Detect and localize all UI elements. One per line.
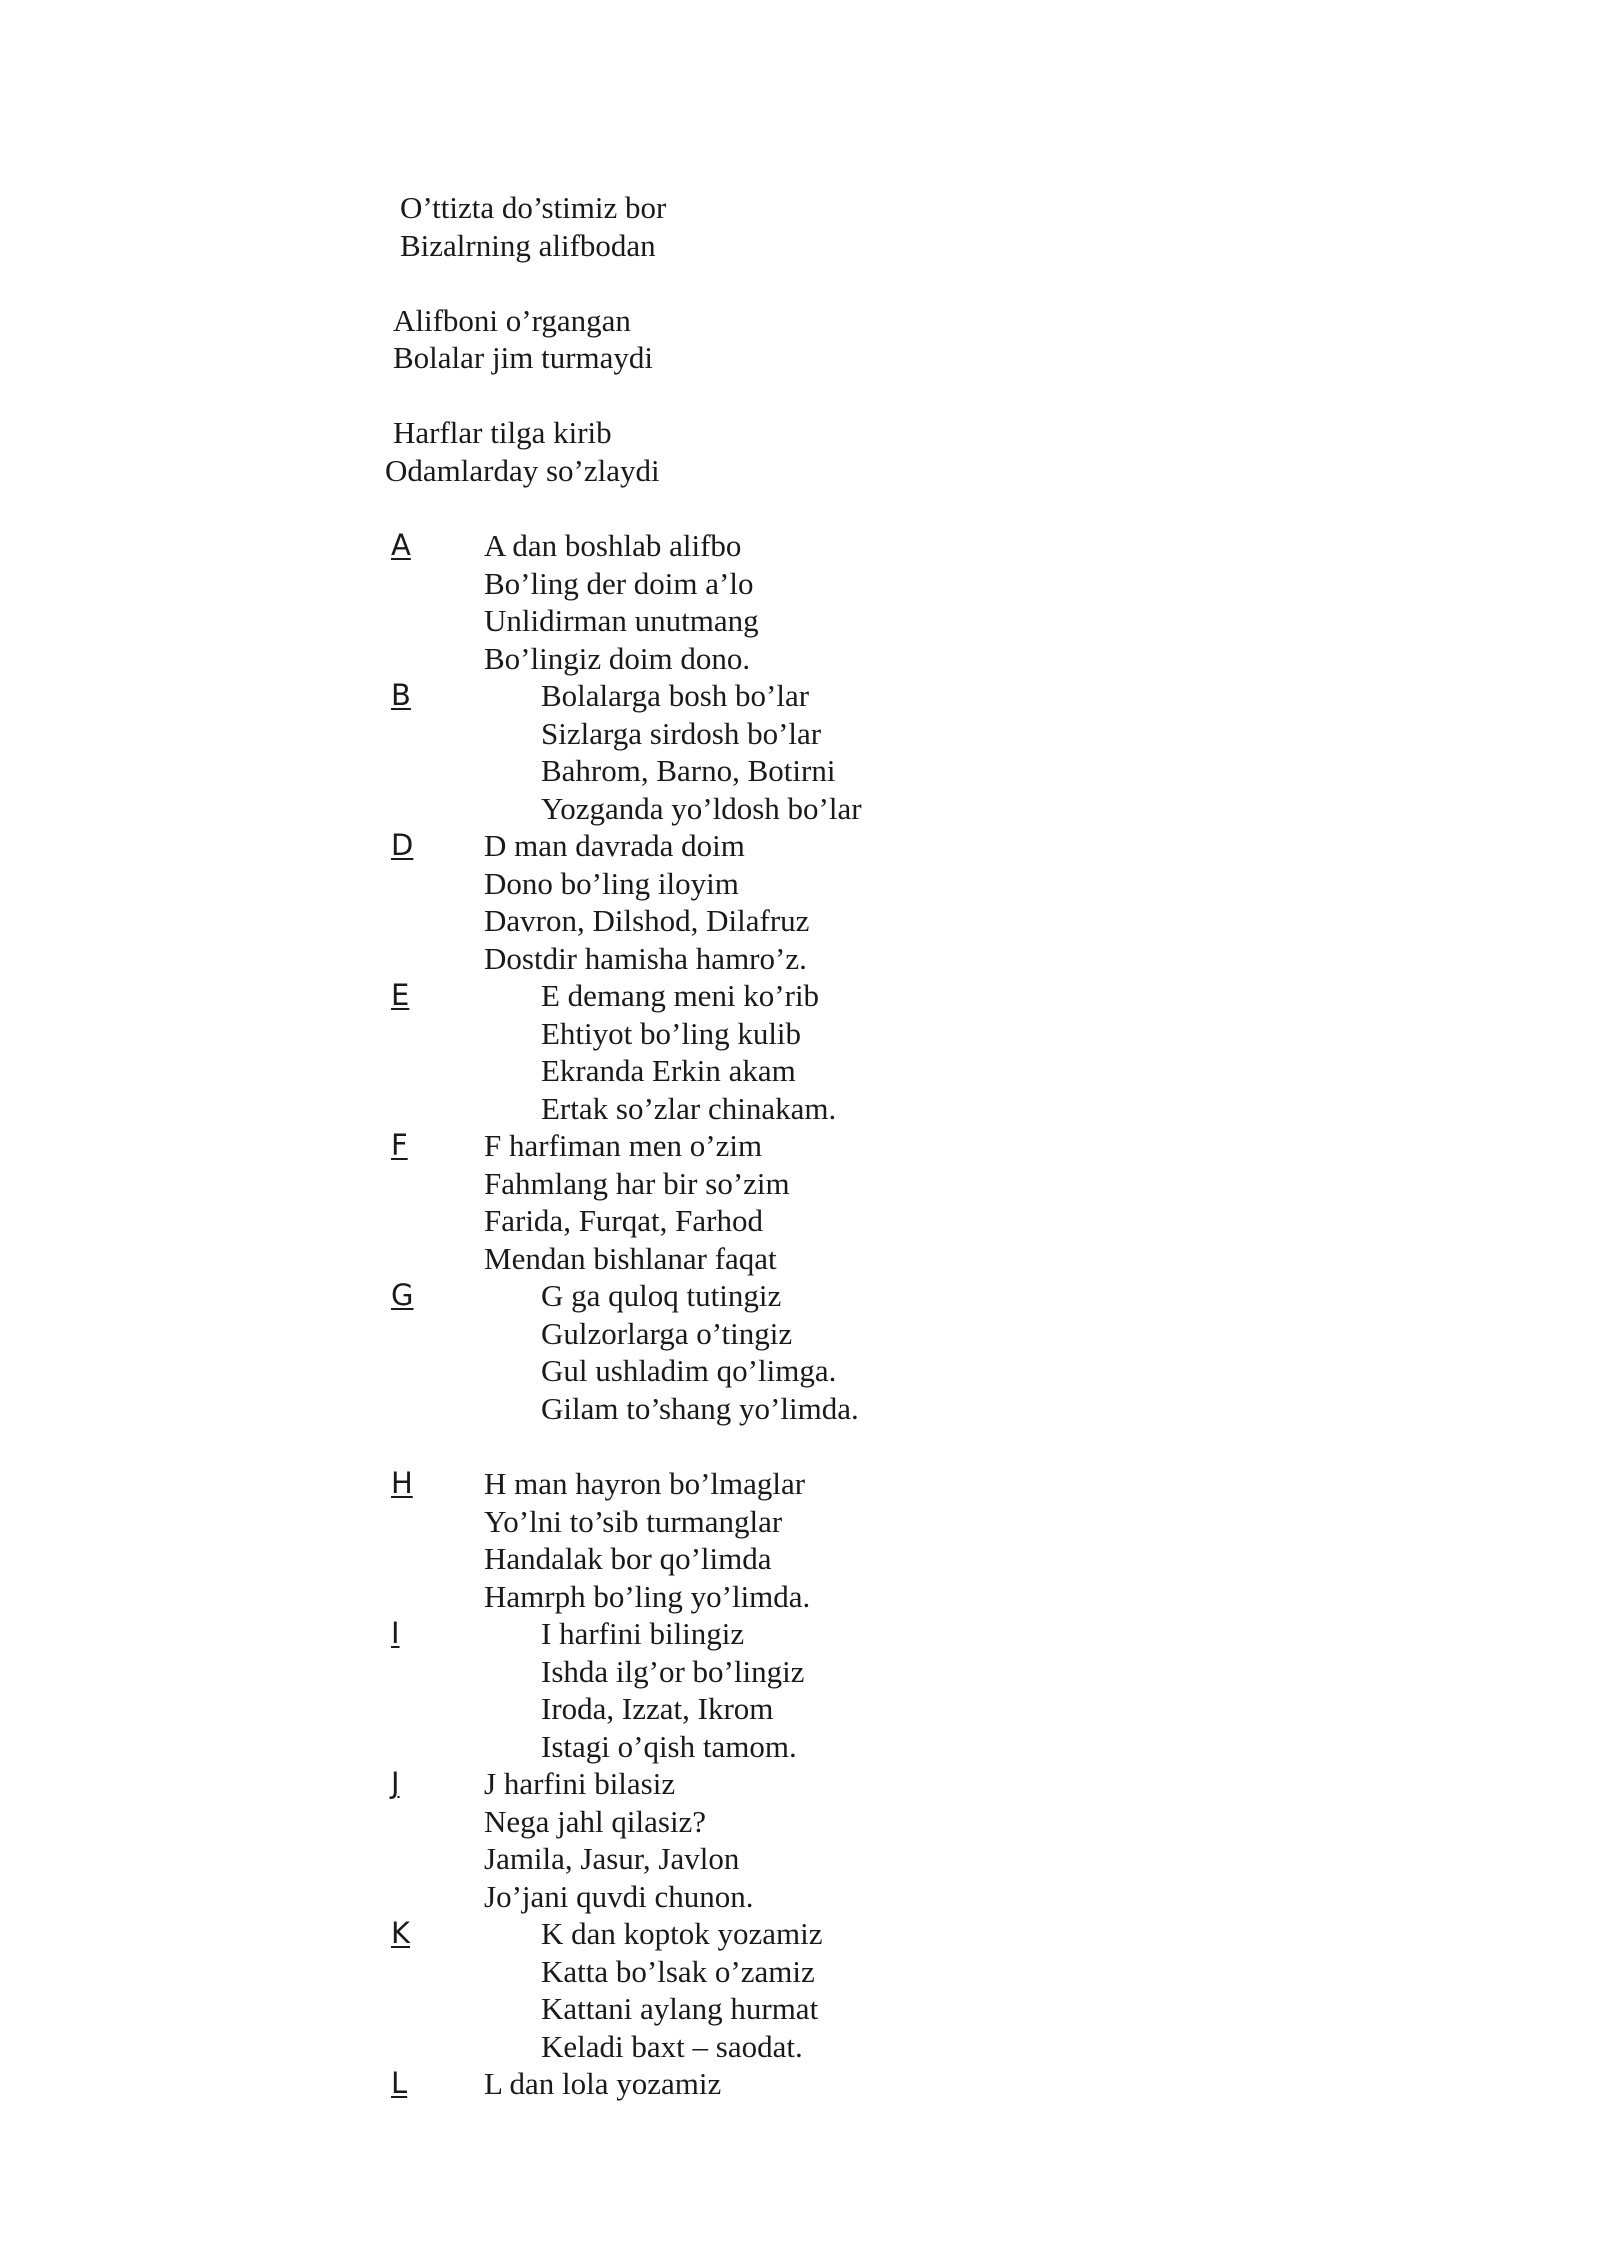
verse-line: Davron, Dilshod, Dilafruz [484,903,810,938]
verse-line: D man davrada doim [484,828,745,863]
stanza-letter: D [391,828,414,862]
verse-line: Bahrom, Barno, Botirni [541,753,836,788]
stanza-verse [484,2065,721,2103]
intro-line: Odamlarday so’zlaydi [385,453,660,488]
stanza-verse [484,1127,790,1277]
verse-line: Dostdir hamisha hamro’z. [484,940,807,976]
verse-line: Yo’lni to’sib turmanglar [484,1503,783,1539]
verse-line: Farida, Furqat, Farhod [484,1203,763,1238]
stanza-letter: E [391,978,410,1012]
stanza-verse [484,1465,810,1615]
intro-line: Harflar tilga kirib [393,415,612,450]
verse-line: Gulzorlarga o’tingiz [541,1315,793,1351]
verse-line: E demang meni ko’rib [541,978,820,1013]
verse-line: Bo’ling der doim a’lo [484,565,754,601]
verse-line: H man hayron bo’lmaglar [484,1466,806,1501]
verse-line: Bo’lingiz doim dono. [484,640,751,676]
verse-line: Jamila, Jasur, Javlon [484,1841,740,1876]
stanza-letter: K [391,1916,411,1950]
stanza-letter: B [391,678,411,712]
stanza-verse [541,1277,859,1427]
verse-line: Jo’jani quvdi chunon. [484,1878,754,1914]
verse-line: Nega jahl qilasiz? [484,1803,707,1839]
stanza-letter: G [391,1278,414,1312]
intro-line: Alifboni o’rgangan [393,303,631,338]
verse-line: Kattani aylang hurmat [541,1991,819,2026]
stanza-letter: I [391,1616,400,1650]
verse-line: Yozganda yo’ldosh bo’lar [541,790,862,826]
stanza-verse [541,1615,804,1765]
verse-line: I harfini bilingiz [541,1616,745,1651]
stanza-verse [541,1915,823,2065]
verse-line: Istagi o’qish tamom. [541,1728,797,1764]
stanza-letter: A [391,528,411,562]
intro-line: O’ttizta do’stimiz bor [400,190,667,225]
verse-line: A dan boshlab alifbo [484,528,742,563]
stanza-verse [484,827,809,977]
verse-line: Gilam to’shang yo’limda. [541,1390,859,1426]
verse-line: Fahmlang har bir so’zim [484,1165,790,1201]
stanza-verse [484,527,759,677]
intro-line: Bizalrning alifbodan [400,228,656,263]
stanza-verse [484,1765,754,1915]
verse-line: Handalak bor qo’limda [484,1541,772,1576]
intro-line: Bolalar jim turmaydi [393,340,654,375]
stanza-verse [541,677,862,827]
verse-line: Ehtiyot bo’ling kulib [541,1015,802,1051]
verse-line: Ertak so’zlar chinakam. [541,1090,837,1126]
verse-line: Ishda ilg’or bo’lingiz [541,1653,805,1689]
verse-line: Unlidirman unutmang [484,603,759,638]
verse-line: Katta bo’lsak o’zamiz [541,1953,815,1989]
verse-line: Iroda, Izzat, Ikrom [541,1691,774,1726]
verse-line: Sizlarga sirdosh bo’lar [541,715,822,751]
verse-line: Keladi baxt – saodat. [541,2028,803,2064]
stanza-letter: H [391,1466,413,1500]
stanza-verse [541,977,836,1127]
verse-line: K dan koptok yozamiz [541,1916,823,1951]
verse-line: Dono bo’ling iloyim [484,865,739,901]
stanza-letter: L [391,2066,408,2100]
stanza-letter: F [391,1128,408,1162]
verse-line: Ekranda Erkin akam [541,1053,796,1088]
stanza-letter: J [391,1766,400,1800]
verse-line: J harfini bilasiz [484,1766,676,1801]
verse-line: Hamrph bo’ling yo’limda. [484,1578,811,1614]
verse-line: Bolalarga bosh bo’lar [541,678,810,713]
verse-line: F harfiman men o’zim [484,1128,763,1163]
verse-line: L dan lola yozamiz [484,2066,722,2101]
verse-line: Gul ushladim qo’limga. [541,1353,837,1388]
verse-line: G ga quloq tutingiz [541,1278,782,1313]
verse-line: Mendan bishlanar faqat [484,1240,777,1276]
